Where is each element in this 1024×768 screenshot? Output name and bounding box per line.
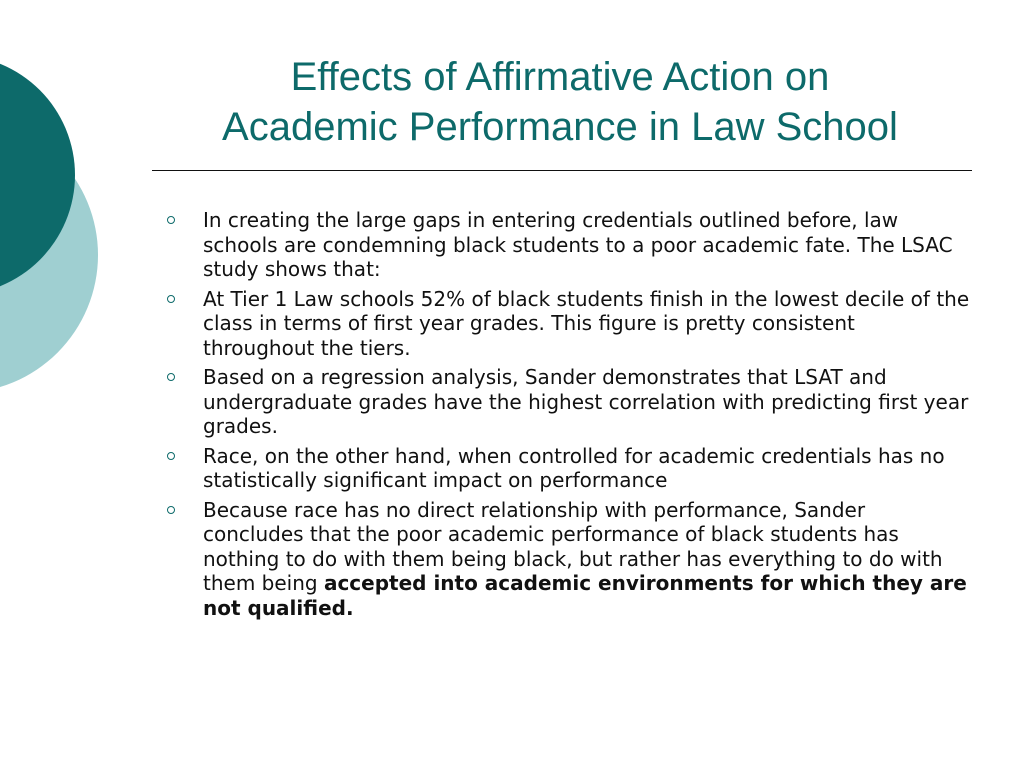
- decorative-circles: [0, 0, 120, 420]
- bullet-item-1: [160, 208, 970, 282]
- hollow-circle-bullet-icon: [167, 452, 175, 460]
- bullet-text-4: Race, on the other hand, when controlled for academic credentials has no statistically significant impact on performance: [203, 443, 945, 492]
- bullet-list: [160, 208, 970, 625]
- bullet-item-5: [160, 498, 970, 621]
- bullet-item-3: [160, 365, 970, 439]
- bullet-item-2: [160, 287, 970, 361]
- hollow-circle-bullet-icon: [167, 295, 175, 303]
- slide-title-line-1: Effects of Affirmative Action on: [290, 55, 830, 99]
- bullet-text-1: In creating the large gaps in entering credentials outlined before, law schools are condemning black students to a poor academic fate. The LSAC study shows that:: [203, 208, 953, 281]
- bullet-text-3: Based on a regression analysis, Sander demonstrates that LSAT and undergraduate grades have the highest correlation with predicting first year grades.: [203, 365, 969, 438]
- bullet-text-5: Because race has no direct relationship with performance, Sander concludes that the poor academic performance of black students has nothing to do with them being black, but rather has everything to do with them being: [203, 497, 943, 595]
- bullet-emphasis-5: accepted into academic environments for which they are not qualified.: [203, 571, 967, 620]
- slide-title-line-2: Academic Performance in Law School: [222, 105, 898, 149]
- slide-title: [150, 52, 970, 152]
- bullet-text-2: At Tier 1 Law schools 52% of black students finish in the lowest decile of the class in terms of first year grades. This figure is pretty consistent throughout the tiers.: [203, 286, 970, 360]
- hollow-circle-bullet-icon: [167, 506, 175, 514]
- hollow-circle-bullet-icon: [167, 373, 175, 381]
- title-divider: [152, 170, 972, 171]
- bullet-item-4: [160, 444, 970, 493]
- hollow-circle-bullet-icon: [167, 216, 175, 224]
